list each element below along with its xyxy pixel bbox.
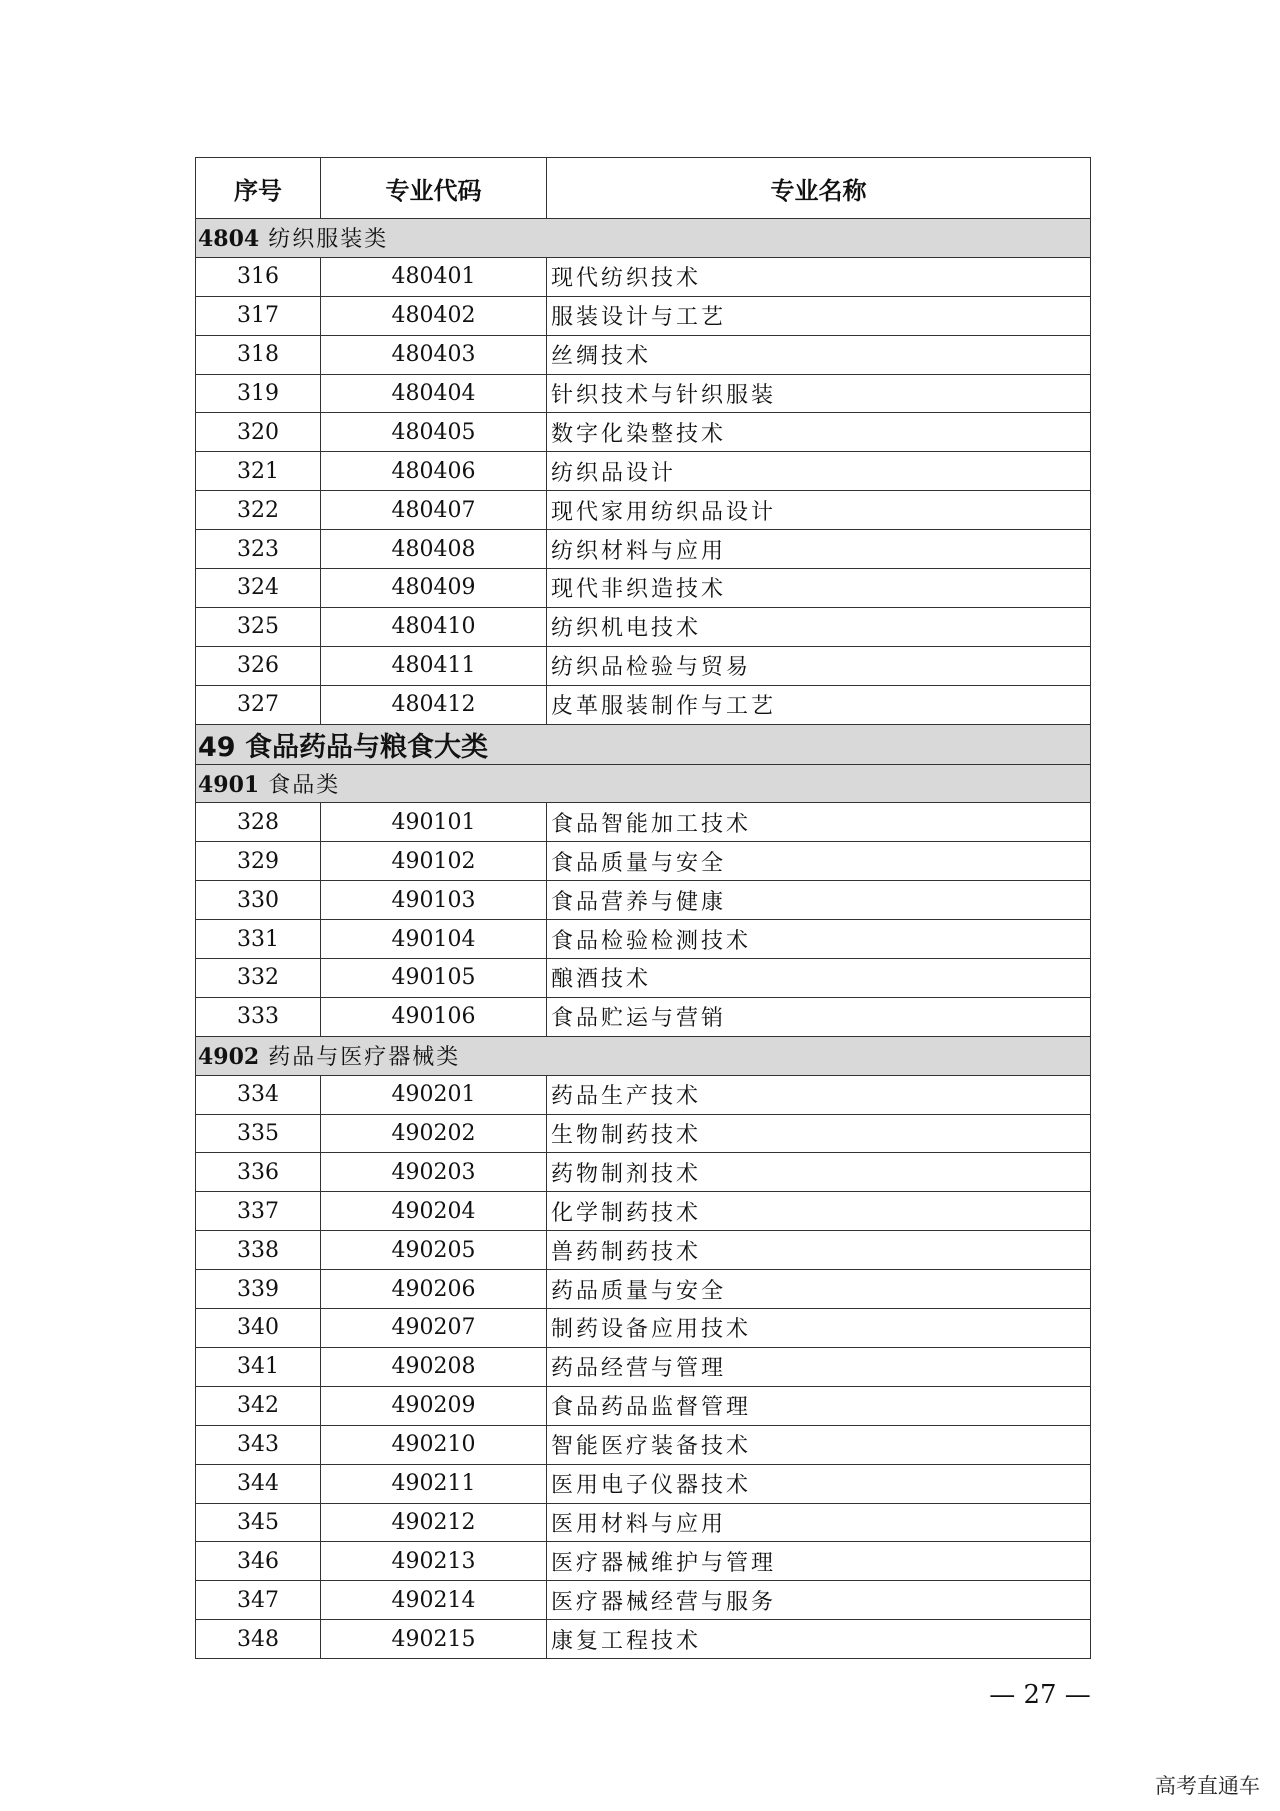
name-cell: 纺织品检验与贸易 — [547, 646, 1091, 685]
name-cell: 化学制药技术 — [547, 1192, 1091, 1231]
code-cell: 480410 — [321, 607, 547, 646]
name-cell: 食品质量与安全 — [547, 842, 1091, 881]
major-category-row — [196, 724, 1091, 764]
subcategory-row — [196, 219, 1091, 258]
name-cell: 药品生产技术 — [547, 1075, 1091, 1114]
seq-cell: 319 — [196, 374, 321, 413]
major-category-label — [196, 724, 1091, 764]
category-code: 4901 — [198, 772, 260, 799]
name-cell: 兽药制药技术 — [547, 1231, 1091, 1270]
table-row — [196, 920, 1091, 959]
seq-cell: 339 — [196, 1270, 321, 1309]
seq-cell: 318 — [196, 335, 321, 374]
name-cell: 医疗器械维护与管理 — [547, 1542, 1091, 1581]
seq-cell: 325 — [196, 607, 321, 646]
seq-cell: 334 — [196, 1075, 321, 1114]
code-cell: 490104 — [321, 920, 547, 959]
seq-cell: 331 — [196, 920, 321, 959]
code-cell: 480412 — [321, 685, 547, 724]
table-row — [196, 997, 1091, 1036]
code-cell: 490205 — [321, 1231, 547, 1270]
table-body — [196, 219, 1091, 1659]
seq-cell: 330 — [196, 881, 321, 920]
seq-cell: 341 — [196, 1347, 321, 1386]
code-cell: 490203 — [321, 1153, 547, 1192]
page-number: — 27 — — [989, 1680, 1091, 1710]
table-row — [196, 1114, 1091, 1153]
category-code: 4804 — [198, 226, 260, 253]
name-cell: 数字化染整技术 — [547, 413, 1091, 452]
name-cell: 纺织品设计 — [547, 452, 1091, 491]
category-name: 药品与医疗器械类 — [268, 1045, 461, 1071]
code-cell: 480407 — [321, 491, 547, 530]
name-cell: 丝绸技术 — [547, 335, 1091, 374]
seq-cell: 348 — [196, 1620, 321, 1659]
name-cell: 智能医疗装备技术 — [547, 1425, 1091, 1464]
table-row — [196, 1270, 1091, 1309]
code-cell: 480401 — [321, 257, 547, 296]
code-cell: 490105 — [321, 959, 547, 998]
seq-cell: 345 — [196, 1503, 321, 1542]
table-row — [196, 1581, 1091, 1620]
table-row — [196, 1503, 1091, 1542]
table-row — [196, 842, 1091, 881]
table-row — [196, 1075, 1091, 1114]
code-cell: 490213 — [321, 1542, 547, 1581]
table-row — [196, 607, 1091, 646]
table-row — [196, 1425, 1091, 1464]
seq-cell: 342 — [196, 1386, 321, 1425]
category-code: 4902 — [198, 1044, 260, 1071]
code-cell: 490211 — [321, 1464, 547, 1503]
name-cell: 服装设计与工艺 — [547, 296, 1091, 335]
seq-cell: 326 — [196, 646, 321, 685]
table-row — [196, 530, 1091, 569]
seq-cell: 328 — [196, 803, 321, 842]
name-cell: 食品贮运与营销 — [547, 997, 1091, 1036]
category-code: 49 — [198, 731, 236, 763]
code-cell: 480409 — [321, 569, 547, 608]
code-cell: 490212 — [321, 1503, 547, 1542]
seq-cell: 338 — [196, 1231, 321, 1270]
table-row — [196, 959, 1091, 998]
seq-cell: 324 — [196, 569, 321, 608]
header-name: 专业名称 — [547, 158, 1091, 219]
subcategory-label — [196, 764, 1091, 803]
name-cell: 康复工程技术 — [547, 1620, 1091, 1659]
subcategory-label — [196, 219, 1091, 258]
table-row — [196, 646, 1091, 685]
watermark-text: 高考直通车 — [1155, 1774, 1260, 1798]
code-cell: 490204 — [321, 1192, 547, 1231]
name-cell: 皮革服装制作与工艺 — [547, 685, 1091, 724]
seq-cell: 316 — [196, 257, 321, 296]
code-cell: 480406 — [321, 452, 547, 491]
code-cell: 480411 — [321, 646, 547, 685]
name-cell: 食品智能加工技术 — [547, 803, 1091, 842]
code-cell: 490215 — [321, 1620, 547, 1659]
table-row — [196, 569, 1091, 608]
code-cell: 490214 — [321, 1581, 547, 1620]
name-cell: 食品营养与健康 — [547, 881, 1091, 920]
name-cell: 医疗器械经营与服务 — [547, 1581, 1091, 1620]
code-cell: 490209 — [321, 1386, 547, 1425]
table-row — [196, 1153, 1091, 1192]
seq-cell: 321 — [196, 452, 321, 491]
code-cell: 480405 — [321, 413, 547, 452]
seq-cell: 347 — [196, 1581, 321, 1620]
category-name: 纺织服装类 — [268, 227, 389, 253]
table-row — [196, 881, 1091, 920]
table-row — [196, 452, 1091, 491]
code-cell: 490202 — [321, 1114, 547, 1153]
subcategory-row — [196, 764, 1091, 803]
code-cell: 480403 — [321, 335, 547, 374]
table-row — [196, 803, 1091, 842]
code-cell: 490101 — [321, 803, 547, 842]
header-code: 专业代码 — [321, 158, 547, 219]
subcategory-row — [196, 1036, 1091, 1075]
name-cell: 酿酒技术 — [547, 959, 1091, 998]
major-catalog-table — [195, 157, 1091, 1659]
table-header-row — [196, 158, 1091, 219]
seq-cell: 333 — [196, 997, 321, 1036]
seq-cell: 335 — [196, 1114, 321, 1153]
name-cell: 针织技术与针织服装 — [547, 374, 1091, 413]
name-cell: 现代家用纺织品设计 — [547, 491, 1091, 530]
code-cell: 490106 — [321, 997, 547, 1036]
name-cell: 食品检验检测技术 — [547, 920, 1091, 959]
header-seq: 序号 — [196, 158, 321, 219]
name-cell: 药品质量与安全 — [547, 1270, 1091, 1309]
table-row — [196, 1386, 1091, 1425]
seq-cell: 327 — [196, 685, 321, 724]
category-name: 食品类 — [268, 773, 341, 799]
seq-cell: 332 — [196, 959, 321, 998]
seq-cell: 343 — [196, 1425, 321, 1464]
seq-cell: 317 — [196, 296, 321, 335]
seq-cell: 322 — [196, 491, 321, 530]
seq-cell: 336 — [196, 1153, 321, 1192]
name-cell: 医用材料与应用 — [547, 1503, 1091, 1542]
table-row — [196, 1347, 1091, 1386]
table-row — [196, 413, 1091, 452]
code-cell: 480404 — [321, 374, 547, 413]
name-cell: 生物制药技术 — [547, 1114, 1091, 1153]
name-cell: 食品药品监督管理 — [547, 1386, 1091, 1425]
table-row — [196, 296, 1091, 335]
name-cell: 现代非织造技术 — [547, 569, 1091, 608]
seq-cell: 346 — [196, 1542, 321, 1581]
code-cell: 490103 — [321, 881, 547, 920]
code-cell: 490210 — [321, 1425, 547, 1464]
table-row — [196, 1542, 1091, 1581]
table-row — [196, 1620, 1091, 1659]
code-cell: 490208 — [321, 1347, 547, 1386]
seq-cell: 340 — [196, 1309, 321, 1348]
table-row — [196, 1192, 1091, 1231]
seq-cell: 323 — [196, 530, 321, 569]
code-cell: 480402 — [321, 296, 547, 335]
code-cell: 490102 — [321, 842, 547, 881]
table-row — [196, 685, 1091, 724]
table-row — [196, 1464, 1091, 1503]
seq-cell: 344 — [196, 1464, 321, 1503]
table-row — [196, 257, 1091, 296]
code-cell: 490201 — [321, 1075, 547, 1114]
name-cell: 药品经营与管理 — [547, 1347, 1091, 1386]
table-row — [196, 335, 1091, 374]
table-row — [196, 491, 1091, 530]
table-row — [196, 374, 1091, 413]
category-name: 食品药品与粮食大类 — [244, 731, 488, 763]
name-cell: 纺织机电技术 — [547, 607, 1091, 646]
subcategory-label — [196, 1036, 1091, 1075]
seq-cell: 320 — [196, 413, 321, 452]
code-cell: 480408 — [321, 530, 547, 569]
name-cell: 药物制剂技术 — [547, 1153, 1091, 1192]
name-cell: 现代纺织技术 — [547, 257, 1091, 296]
table-row — [196, 1309, 1091, 1348]
name-cell: 医用电子仪器技术 — [547, 1464, 1091, 1503]
table-row — [196, 1231, 1091, 1270]
name-cell: 纺织材料与应用 — [547, 530, 1091, 569]
seq-cell: 329 — [196, 842, 321, 881]
code-cell: 490206 — [321, 1270, 547, 1309]
seq-cell: 337 — [196, 1192, 321, 1231]
name-cell: 制药设备应用技术 — [547, 1309, 1091, 1348]
code-cell: 490207 — [321, 1309, 547, 1348]
